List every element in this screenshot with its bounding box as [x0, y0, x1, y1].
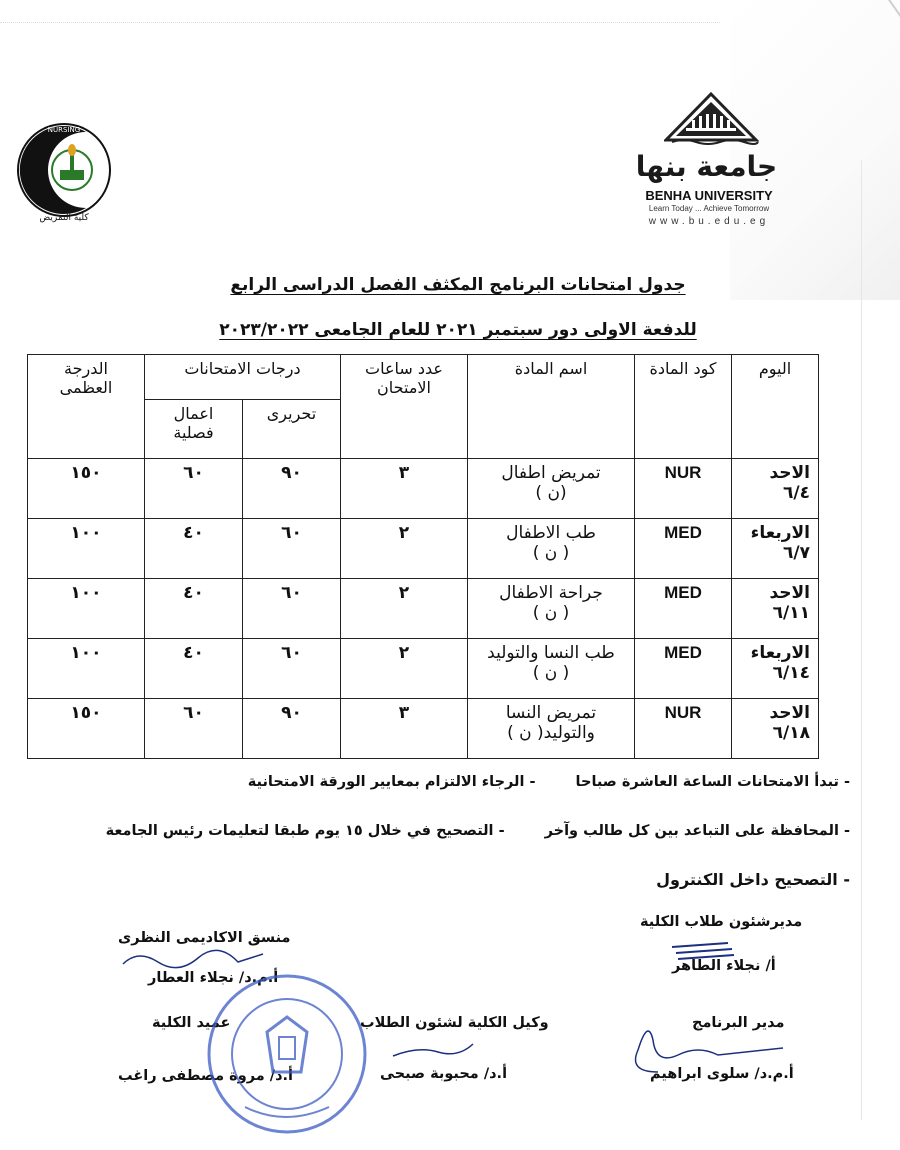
handwritten-signature	[388, 1036, 478, 1062]
written-grade-cell: ٩٠	[281, 463, 302, 483]
code-column-cell	[635, 579, 732, 639]
max-column-cell	[28, 639, 145, 699]
day-column-cell	[732, 579, 819, 639]
written-grade-cell: ٦٠	[281, 643, 302, 663]
written-column-cell	[243, 459, 341, 519]
header-subject: اسم المادة	[468, 355, 635, 459]
code-column-cell	[635, 459, 732, 519]
header-classwork: اعمال فصلية	[145, 400, 243, 459]
document-title: جدول امتحانات البرنامج المكثف الفصل الدراسى الرابع	[230, 275, 686, 295]
header-day: اليوم	[732, 355, 819, 459]
max-column-cell	[28, 519, 145, 579]
subject-cell: تمريض النسا	[505, 703, 597, 723]
date-cell: ٦/١٤	[772, 663, 810, 683]
code-cell: NUR	[664, 703, 702, 722]
code-cell: MED	[664, 643, 702, 662]
max-grade-cell: ١٠٠	[70, 523, 102, 543]
class-column-cell	[145, 459, 243, 519]
page-edge-line	[861, 160, 862, 1120]
university-name-arabic: جامعة بنها	[635, 150, 778, 183]
code-cell: NUR	[664, 463, 702, 482]
signature-vice-name: أ.د/ محبوبة صبحى	[380, 1066, 508, 1082]
official-stamp-icon	[205, 972, 370, 1137]
note-start-time: - تبدأ الامتحانات الساعة العاشرة صباحا	[575, 774, 850, 790]
max-grade-cell: ١٠٠	[70, 583, 102, 603]
name-column-cell	[468, 639, 635, 699]
svg-text:NURSING: NURSING	[47, 126, 81, 134]
day-cell: الاربعاء	[750, 643, 810, 663]
exam-schedule-table	[27, 354, 819, 759]
subject-note: ( ن )	[532, 603, 570, 623]
subject-cell: طب الاطفال	[506, 523, 596, 543]
table-row	[28, 459, 819, 519]
max-grade-cell: ١٥٠	[70, 703, 102, 723]
name-column-cell	[468, 459, 635, 519]
hours-cell: ٣	[398, 463, 410, 483]
code-cell: MED	[664, 523, 702, 542]
signature-dean-name: أ.د/ مروة مصطفى راغب	[118, 1068, 293, 1084]
signature-coordinator-title: منسق الاكاديمى النظرى	[118, 930, 291, 946]
written-grade-cell: ٩٠	[281, 703, 302, 723]
benha-university-logo	[624, 92, 799, 242]
written-grade-cell: ٦٠	[281, 583, 302, 603]
day-column-cell	[732, 699, 819, 759]
day-column-cell	[732, 639, 819, 699]
code-cell: MED	[664, 583, 702, 602]
date-cell: ٦/١٨	[772, 723, 810, 743]
day-cell: الاحد	[769, 463, 810, 483]
signature-affairs-title: مديرشئون طلاب الكلية	[640, 914, 803, 930]
table-row	[28, 579, 819, 639]
written-column-cell	[243, 519, 341, 579]
hours-cell: ٢	[398, 523, 410, 543]
class-column-cell	[145, 699, 243, 759]
signature-coordinator-name: أ.م.د/ نجلاء العطار	[148, 970, 279, 986]
written-column-cell	[243, 639, 341, 699]
university-tagline: Learn Today ... Achieve Tomorrow	[648, 204, 770, 213]
document-subtitle: للدفعة الاولى دور سبتمبر ٢٠٢١ للعام الجامعى ٢٠٢٣/٢٠٢٢	[219, 320, 697, 340]
table-row	[28, 639, 819, 699]
code-column-cell	[635, 639, 732, 699]
signature-affairs-name: أ/ نجلاء الطاهر	[672, 958, 776, 974]
subject-note: (ن )	[535, 483, 567, 503]
signature-dean-title: عميد الكلية	[152, 1015, 231, 1031]
signature-vice-title: وكيل الكلية لشئون الطلاب	[360, 1015, 549, 1031]
classwork-grade-cell: ٤٠	[183, 583, 204, 603]
subject-cell: جراحة الاطفال	[499, 583, 603, 603]
hours-cell: ٢	[398, 643, 410, 663]
note-correction-period: - التصحيح في خلال ١٥ يوم طبقا لتعليمات رئيس الجامعة	[105, 823, 505, 839]
hours-column-cell	[341, 519, 468, 579]
signature-director-title: مدير البرنامج	[692, 1015, 785, 1031]
signature-director-name: أ.م.د/ سلوى ابراهيم	[650, 1066, 794, 1082]
subject-cell: طب النسا والتوليد	[487, 643, 615, 663]
code-column-cell	[635, 699, 732, 759]
hours-cell: ٣	[398, 703, 410, 723]
date-cell: ٦/١١	[772, 603, 810, 623]
subject-cell: تمريض اطفال	[501, 463, 601, 483]
day-cell: الاحد	[769, 703, 810, 723]
header-max: الدرجة العظمى	[28, 355, 145, 459]
date-cell: ٦/٧	[783, 543, 810, 563]
name-column-cell	[468, 579, 635, 639]
max-column-cell	[28, 699, 145, 759]
name-column-cell	[468, 519, 635, 579]
hours-column-cell	[341, 699, 468, 759]
hours-cell: ٢	[398, 583, 410, 603]
note-paper-standards: - الرجاء الالتزام بمعايير الورقة الامتحانية	[247, 774, 536, 790]
note-line-3: - التصحيح داخل الكنترول	[656, 870, 850, 889]
table-row	[28, 699, 819, 759]
class-column-cell	[145, 519, 243, 579]
max-grade-cell: ١٠٠	[70, 643, 102, 663]
class-column-cell	[145, 579, 243, 639]
class-column-cell	[145, 639, 243, 699]
max-column-cell	[28, 579, 145, 639]
note-distancing: - المحافظة على التباعد بين كل طالب وآخر	[544, 823, 850, 839]
university-name-english: BENHA UNIVERSITY	[645, 188, 773, 203]
scan-edge-dots	[0, 22, 720, 23]
header-hours: عدد ساعات الامتحان	[341, 355, 468, 459]
header-code: كود المادة	[635, 355, 732, 459]
written-column-cell	[243, 699, 341, 759]
note-line-1	[90, 774, 850, 790]
max-grade-cell: ١٥٠	[70, 463, 102, 483]
day-column-cell	[732, 459, 819, 519]
classwork-grade-cell: ٦٠	[183, 463, 204, 483]
table-row	[28, 519, 819, 579]
header-written: تحريرى	[243, 400, 341, 459]
code-column-cell	[635, 519, 732, 579]
hours-column-cell	[341, 459, 468, 519]
classwork-grade-cell: ٤٠	[183, 523, 204, 543]
day-column-cell	[732, 519, 819, 579]
max-column-cell	[28, 459, 145, 519]
date-cell: ٦/٤	[783, 483, 810, 503]
written-grade-cell: ٦٠	[281, 523, 302, 543]
university-url: www.bu.edu.eg	[648, 216, 770, 227]
classwork-grade-cell: ٤٠	[183, 643, 204, 663]
written-column-cell	[243, 579, 341, 639]
subject-note: ( ن )	[532, 543, 570, 563]
note-line-2	[90, 823, 850, 839]
classwork-grade-cell: ٦٠	[183, 703, 204, 723]
subject-note: والتوليد( ن )	[507, 723, 595, 743]
university-building-icon	[664, 92, 759, 147]
subject-note: ( ن )	[532, 663, 570, 683]
day-cell: الاحد	[769, 583, 810, 603]
name-column-cell	[468, 699, 635, 759]
hours-column-cell	[341, 639, 468, 699]
header-grades: درجات الامتحانات	[145, 355, 341, 400]
hours-column-cell	[341, 579, 468, 639]
faculty-caption: كلية التمريض	[39, 213, 89, 223]
day-cell: الاربعاء	[750, 523, 810, 543]
